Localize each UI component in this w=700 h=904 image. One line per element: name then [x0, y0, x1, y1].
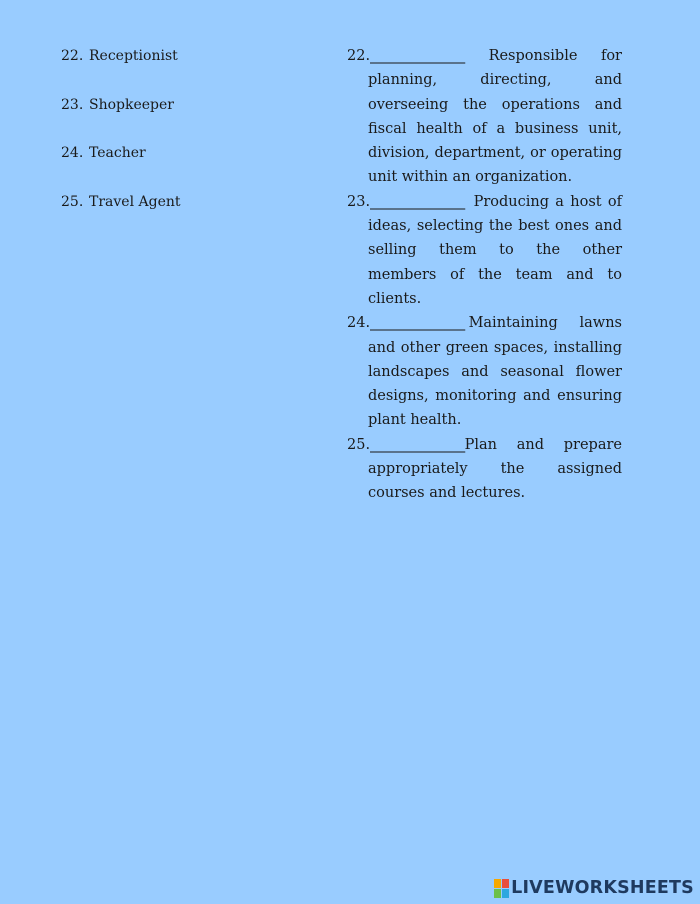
- job-number: 22.: [61, 48, 84, 64]
- answer-blank[interactable]: ______________: [370, 193, 465, 210]
- definition-text: Producing a host of ideas, selecting the best ones and selling them to the other members of the team and to clients.: [368, 193, 622, 307]
- liveworksheets-logo: [494, 877, 694, 899]
- job-number: 25.: [61, 193, 84, 210]
- logo-text: LIVEWORKSHEETS: [511, 878, 694, 898]
- definition-text: Responsible for planning, directing, and overseeing the operations and fiscal health of a business unit, division, department, or operating unit within an organization.: [368, 48, 622, 186]
- job-item: [61, 46, 291, 66]
- definition-item: [347, 190, 622, 311]
- job-item: [61, 95, 291, 115]
- answer-blank[interactable]: ______________: [370, 315, 465, 332]
- definition-text: Plan and prepare appropriately the assigned courses and lectures.: [368, 436, 622, 502]
- definitions-column: [347, 44, 622, 506]
- definition-item: [347, 44, 622, 190]
- job-title: Shopkeeper: [89, 96, 174, 113]
- liveworksheets-logo-mark-icon: [494, 879, 509, 898]
- definition-number: 23.: [347, 193, 371, 210]
- job-title: Travel Agent: [89, 193, 181, 210]
- job-title: Teacher: [89, 145, 146, 161]
- job-titles-list: [61, 46, 291, 240]
- job-item: [61, 143, 291, 163]
- definition-number: 24.: [347, 315, 371, 332]
- definition-item: [347, 433, 622, 506]
- definition-text: Maintaining lawns and other green spaces, installing landscapes and seasonal flower designs, monitoring and ensuring plant health.: [368, 315, 622, 429]
- definition-number: 25.: [347, 436, 371, 453]
- job-number: 23.: [61, 96, 84, 113]
- answer-blank[interactable]: ______________: [370, 48, 465, 64]
- job-title: Receptionist: [89, 48, 178, 64]
- definition-number: 22.: [347, 48, 371, 64]
- job-item: [61, 192, 291, 212]
- definition-item: [347, 311, 622, 432]
- job-number: 24.: [61, 145, 84, 161]
- answer-blank[interactable]: ______________: [370, 436, 465, 453]
